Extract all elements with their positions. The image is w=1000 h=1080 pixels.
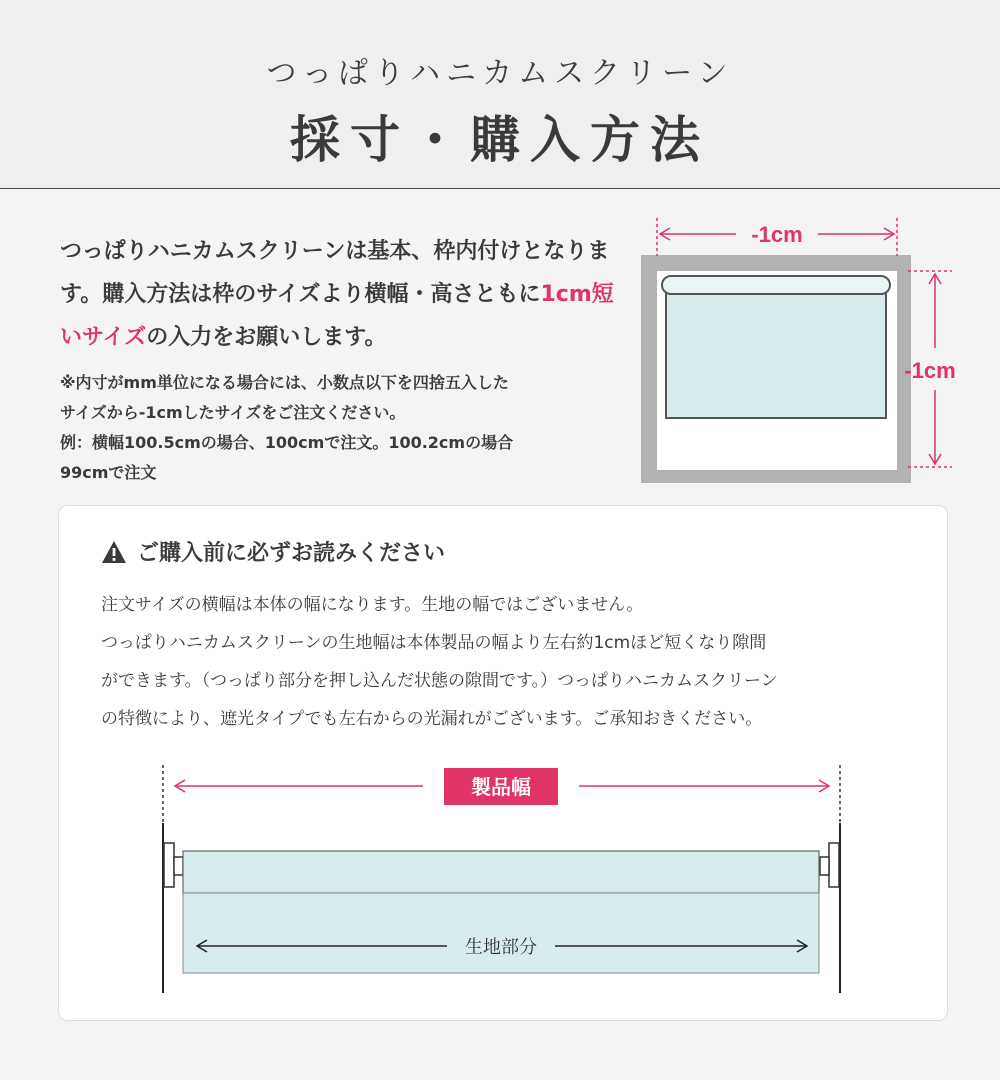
notice-body	[101, 586, 931, 738]
tension-knob-right	[820, 857, 829, 875]
screen-head-rail	[662, 276, 890, 294]
tension-bracket-left	[164, 843, 174, 887]
note-line: 例：横幅100.5cmの場合、100cmで注文。100.2cmの場合	[60, 433, 514, 452]
height-minus-label: -1cm	[904, 358, 956, 383]
page-title: 採寸・購入方法	[290, 111, 710, 169]
header	[0, 0, 1000, 189]
measurement-note	[60, 368, 620, 488]
tension-bracket-right	[829, 843, 839, 887]
product-width-label: 製品幅	[471, 775, 531, 799]
intro-highlight: 1cm短いサイズ	[60, 282, 614, 350]
intro-text	[60, 230, 620, 359]
notice-card	[58, 505, 948, 1021]
intro-text-before: つっぱりハニカムスクリーンは基本、枠内付けとなります。購入方法は枠のサイズより横幅・高さともに	[60, 239, 610, 307]
screen-fabric	[666, 282, 886, 418]
tension-knob-left	[174, 857, 183, 875]
note-line: 99cmで注文	[60, 463, 157, 482]
notice-line: つっぱりハニカムスクリーンの生地幅は本体製品の幅より左右約1cmほど短くなり隙間	[101, 633, 767, 653]
note-line: ※内寸がmm単位になる場合には、小数点以下を四捨五入した	[60, 373, 509, 392]
notice-line: 注文サイズの横幅は本体の幅になります。生地の幅ではございません。	[101, 595, 644, 615]
intro-text-after: の入力をお願いします。	[146, 325, 387, 350]
notice-line: ができます。（つっぱり部分を押し込んだ状態の隙間です。）つっぱりハニカムスクリーン	[101, 671, 778, 691]
product-width-diagram	[117, 751, 907, 1001]
warning-icon	[101, 540, 127, 564]
note-line: サイズから-1cmしたサイズをご注文ください。	[60, 403, 406, 422]
notice-line: の特徴により、遮光タイプでも左右からの光漏れがございます。ご承知おきください。	[101, 709, 763, 729]
notice-title-text: ご購入前に必ずお読みください	[137, 541, 446, 566]
window-frame-diagram	[630, 210, 970, 490]
fabric-label: 生地部分	[465, 937, 537, 958]
screen-head-rail	[183, 851, 819, 893]
width-minus-label: -1cm	[751, 222, 803, 247]
page-subtitle: つっぱりハニカムスクリーン	[266, 56, 734, 91]
notice-title	[101, 536, 445, 567]
screen-fabric	[183, 893, 819, 973]
